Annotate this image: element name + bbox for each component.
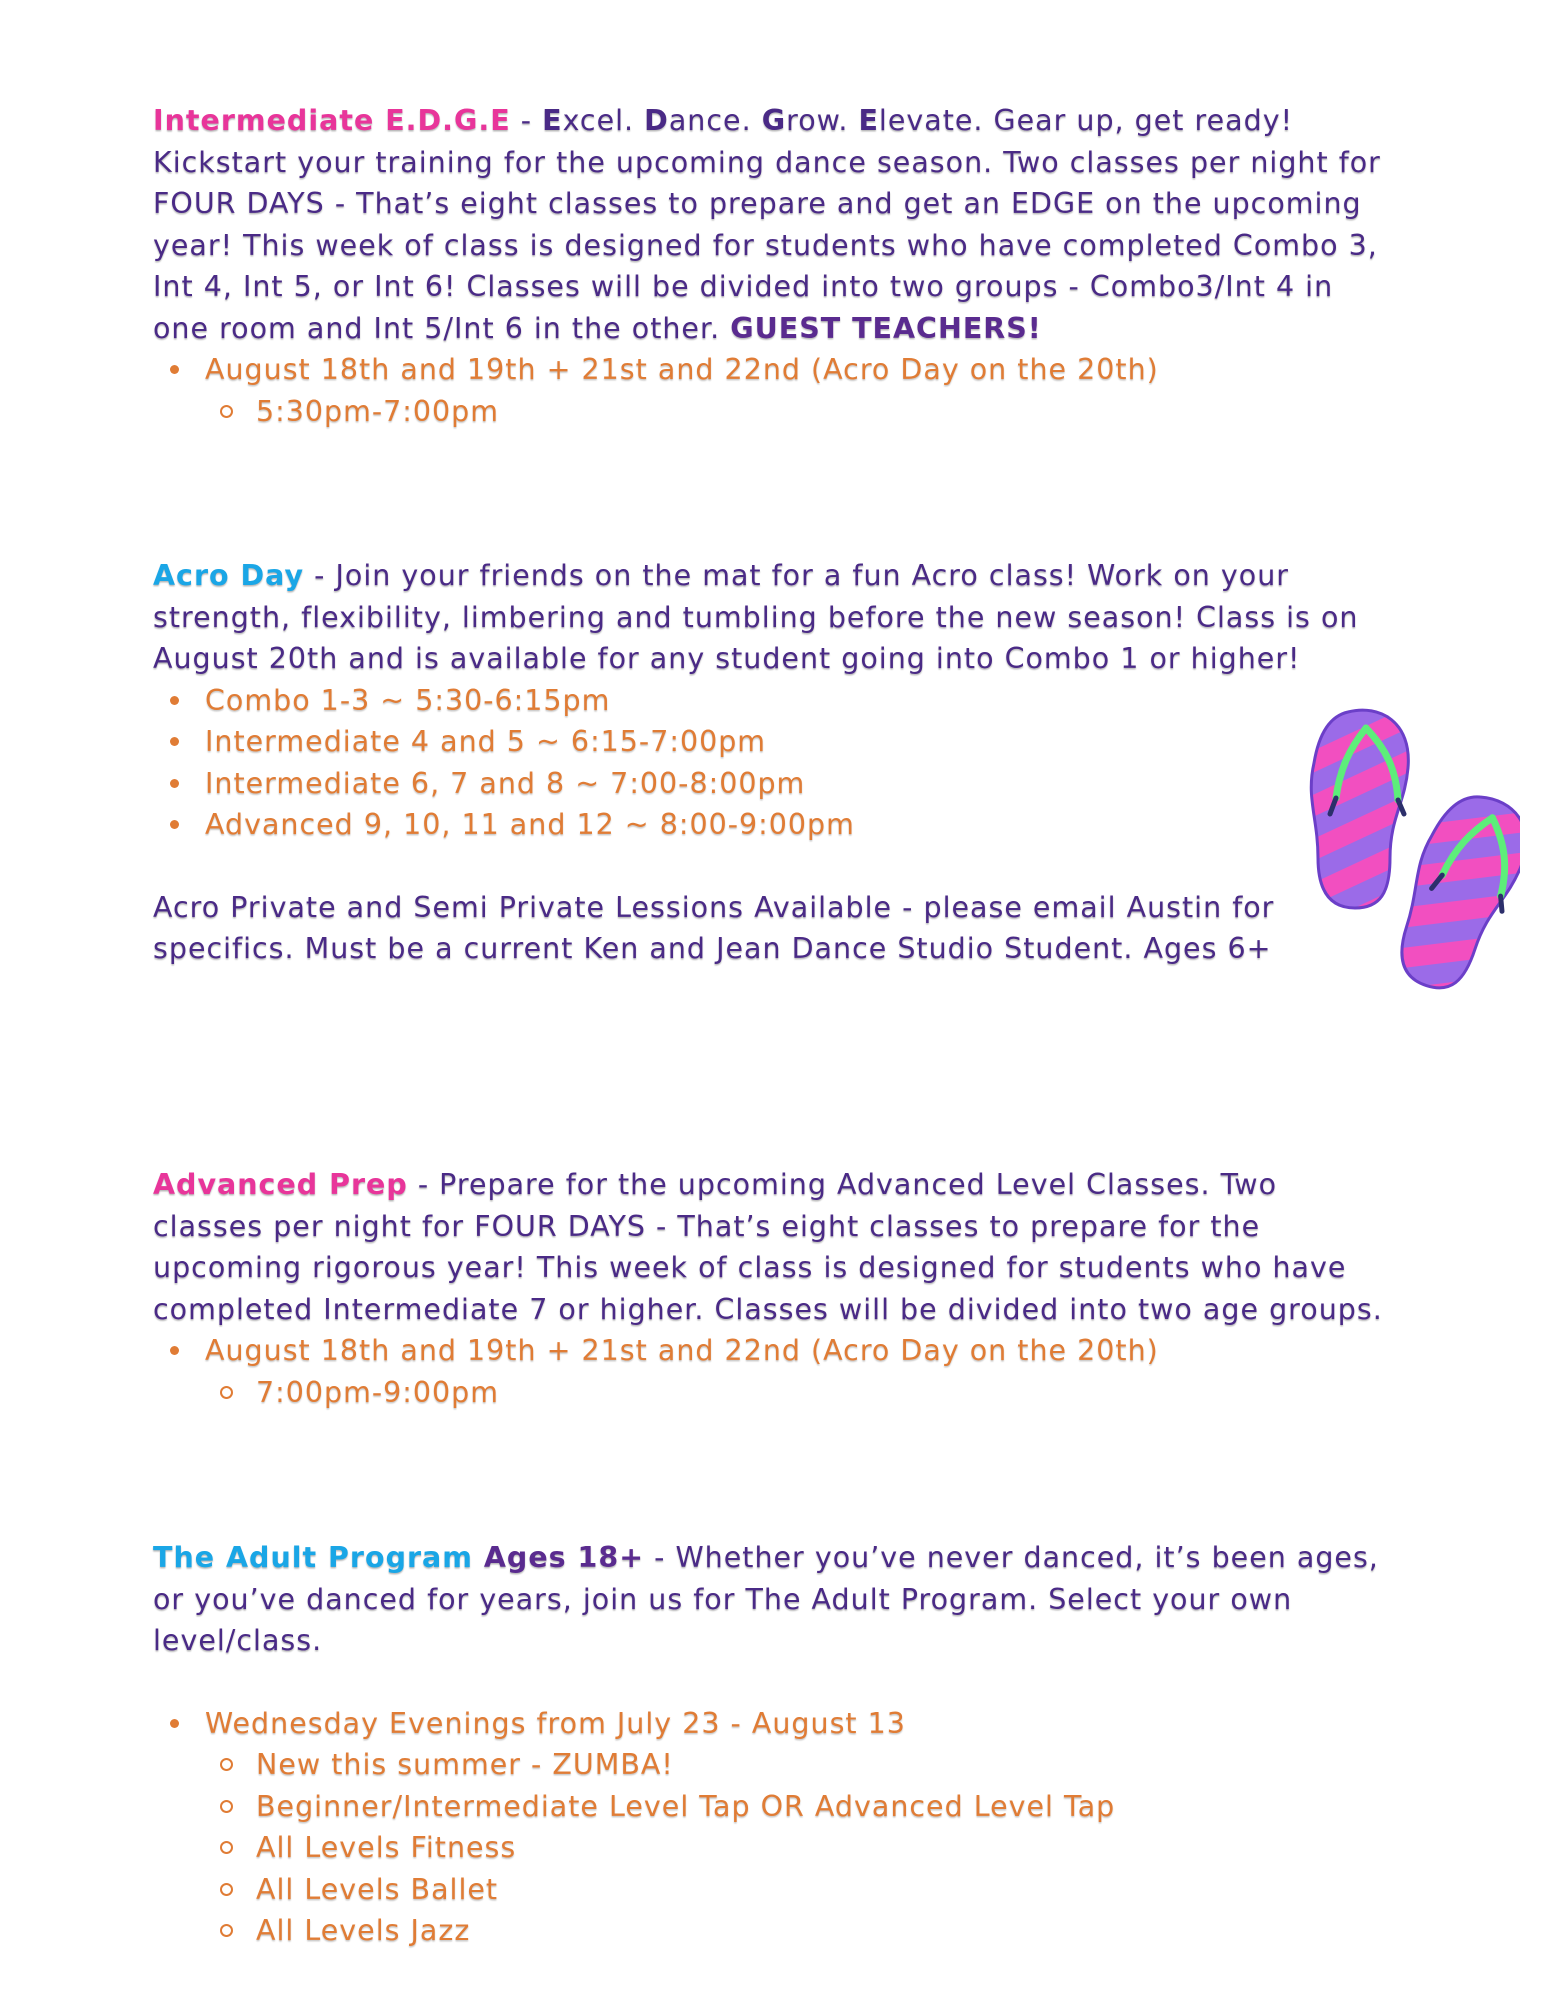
edge-dates-item: August 18th and 19th + 21st and 22nd (Acro Day on the 20th) xyxy=(153,349,1383,391)
adult-when-item: Wednesday Evenings from July 23 - August 13 xyxy=(153,1703,1383,1745)
acro-title: Acro Day xyxy=(153,559,305,592)
advanced-schedule-list xyxy=(153,1330,1383,1413)
edge-schedule-list xyxy=(153,349,1383,432)
acro-item-int-4-5: Intermediate 4 and 5 ~ 6:15-7:00pm xyxy=(153,721,1383,763)
acro-section xyxy=(153,555,1383,970)
edge-description: Intermediate E.D.G.E - Excel. Dance. Grow. Elevate. Gear up, get ready! Kickstart your training for the upcoming dance season. Two classes per night for FOUR DAYS - That’s eight classes to prepare and get an EDGE on the upcoming year! This week of class is designed for students who have completed Combo 3, Int 4, Int 5, or Int 6! Classes will be divided into two groups - Combo3/Int 4 in one room and Int 5/Int 6 in the other. GUEST TEACHERS! xyxy=(153,104,1381,345)
advanced-section xyxy=(153,1164,1383,1413)
acro-description: Acro Day - Join your friends on the mat for a fun Acro class! Work on your strength, flexibility, limbering and tumbling before the new season! Class is on August 20th and is available for any student going into Combo 1 or higher! xyxy=(153,559,1359,675)
adult-item-zumba: New this summer - ZUMBA! xyxy=(153,1744,1383,1786)
acro-schedule-list xyxy=(153,680,1383,846)
adult-item-ballet: All Levels Ballet xyxy=(153,1869,1383,1911)
adult-item-fitness: All Levels Fitness xyxy=(153,1827,1383,1869)
advanced-title: Advanced Prep xyxy=(153,1168,408,1201)
advanced-time-item: 7:00pm-9:00pm xyxy=(153,1372,1383,1414)
guest-teachers-label: GUEST TEACHERS! xyxy=(730,311,1042,345)
edge-time-item: 5:30pm-7:00pm xyxy=(153,391,1383,433)
acro-item-int-6-8: Intermediate 6, 7 and 8 ~ 7:00-8:00pm xyxy=(153,763,1383,805)
advanced-description: Advanced Prep - Prepare for the upcoming Advanced Level Classes. Two classes per night for FOUR DAYS - That’s eight classes to prepare for the upcoming rigorous year! This week of class is designed for students who have completed Intermediate 7 or higher. Classes will be divided into two age groups. xyxy=(153,1168,1383,1326)
adult-ages: Ages 18+ xyxy=(472,1541,645,1574)
adult-item-tap: Beginner/Intermediate Level Tap OR Advanced Level Tap xyxy=(153,1786,1383,1828)
acro-item-advanced: Advanced 9, 10, 11 and 12 ~ 8:00-9:00pm xyxy=(153,804,1383,846)
advanced-dates-item: August 18th and 19th + 21st and 22nd (Acro Day on the 20th) xyxy=(153,1330,1383,1372)
adult-item-jazz: All Levels Jazz xyxy=(153,1910,1383,1952)
adult-title: The Adult Program xyxy=(153,1541,473,1574)
edge-section xyxy=(153,100,1383,432)
adult-section xyxy=(153,1537,1383,1952)
flip-flops-icon xyxy=(1300,700,1520,1000)
adult-schedule-list xyxy=(153,1703,1383,1952)
edge-title: Intermediate E.D.G.E xyxy=(153,104,511,137)
acro-private-note: Acro Private and Semi Private Lessions Available - please email Austin for specifics. Must be a current Ken and Jean Dance Studio Student. Ages 6+ xyxy=(153,890,1275,965)
acro-item-combo: Combo 1-3 ~ 5:30-6:15pm xyxy=(153,680,1383,722)
adult-description: The Adult Program Ages 18+ - Whether you’ve never danced, it’s been ages, or you’ve danced for years, join us for The Adult Program. Select your own level/class. xyxy=(153,1541,1379,1657)
